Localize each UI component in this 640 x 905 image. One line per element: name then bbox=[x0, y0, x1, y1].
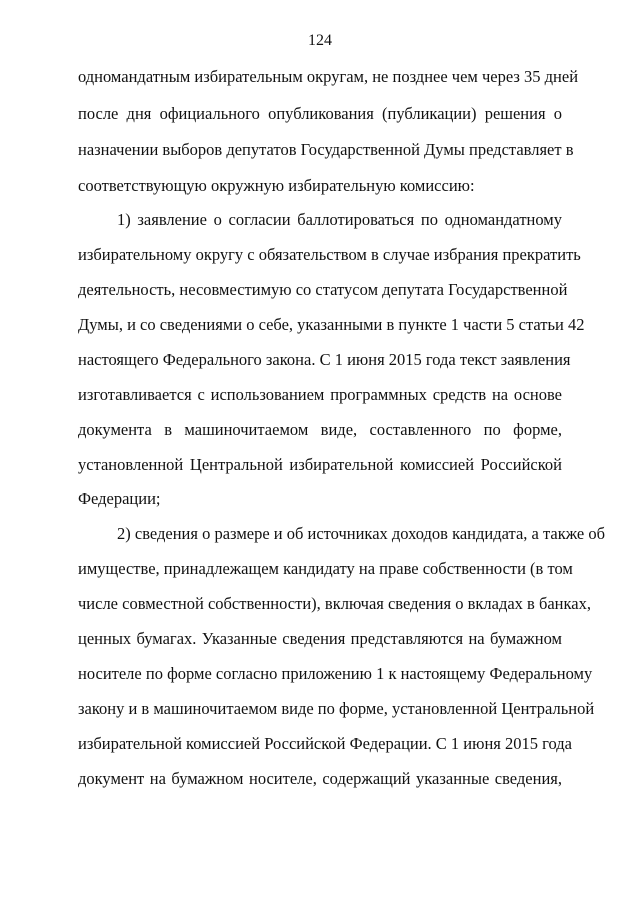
text-line: числе совместной собственности), включая сведения о вкладах в банках, bbox=[78, 594, 591, 613]
text-line: избирательному округу с обязательством в случае избрания прекратить bbox=[78, 245, 581, 264]
text-line: ценных бумагах. Указанные сведения представляются на бумажном bbox=[78, 629, 562, 648]
paragraph-first-line: 1) заявление о согласии баллотироваться по одномандатному bbox=[117, 210, 562, 229]
text-line: Думы, и со сведениями о себе, указанными в пункте 1 части 5 статьи 42 bbox=[78, 315, 585, 334]
text-line: носителе по форме согласно приложению 1 к настоящему Федеральному bbox=[78, 664, 593, 683]
text-line: назначении выборов депутатов Государственной Думы представляет в bbox=[78, 140, 574, 159]
text-line: соответствующую окружную избирательную комиссию: bbox=[78, 176, 475, 195]
paragraph-first-line: 2) сведения о размере и об источниках доходов кандидата, а также об bbox=[117, 524, 605, 543]
text-line: закону и в машиночитаемом виде по форме, установленной Центральной bbox=[78, 699, 595, 718]
text-line: избирательной комиссией Российской Федерации. С 1 июня 2015 года bbox=[78, 734, 572, 753]
text-line: деятельность, несовместимую со статусом депутата Государственной bbox=[78, 280, 568, 299]
text-line: установленной Центральной избирательной комиссией Российской bbox=[78, 455, 562, 474]
text-line: изготавливается с использованием программных средств на основе bbox=[78, 385, 562, 404]
text-line: Федерации; bbox=[78, 489, 161, 508]
text-line: документа в машиночитаемом виде, составленного по форме, bbox=[78, 420, 562, 439]
text-line: имуществе, принадлежащем кандидату на праве собственности (в том bbox=[78, 559, 573, 578]
text-line: документ на бумажном носителе, содержащий указанные сведения, bbox=[78, 769, 562, 788]
page-number: 124 bbox=[308, 32, 332, 49]
text-line: настоящего Федерального закона. С 1 июня 2015 года текст заявления bbox=[78, 350, 571, 369]
text-line: одномандатным избирательным округам, не позднее чем через 35 дней bbox=[78, 67, 579, 86]
text-line: после дня официального опубликования (публикации) решения о bbox=[78, 104, 562, 123]
